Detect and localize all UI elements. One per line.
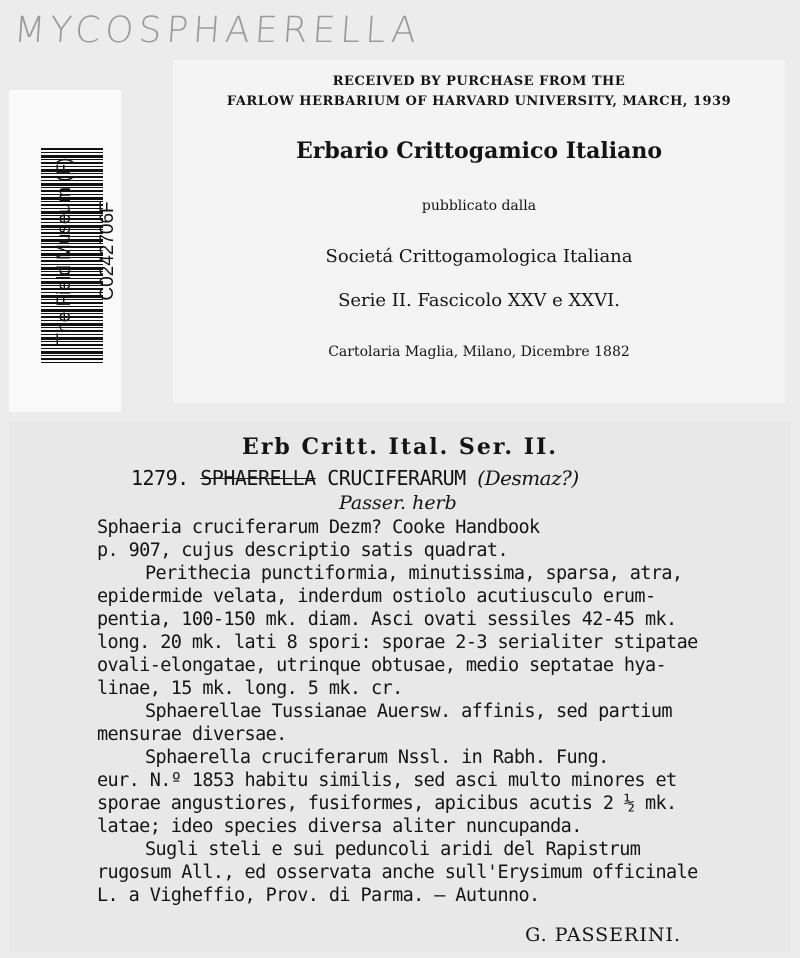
label-heading: Erb Critt. Ital. Ser. II.	[242, 434, 558, 460]
determiner: Passer. herb	[339, 492, 457, 514]
text-line: linae, 15 mk. long. 5 mk. cr.	[97, 678, 403, 699]
text-line: rugosum All., ed osservata anche sull'Erysimum officinale	[97, 862, 698, 883]
series-fascicle: Serie II. Fascicolo XXV e XXVI.	[338, 290, 620, 311]
exsiccata-title: Erbario Crittogamico Italiano	[295, 138, 663, 164]
text-line: long. 20 mk. lati 8 spori: sporae 2-3 serialiter stipatae	[97, 632, 698, 653]
genus-struck: SPHAERELLA	[200, 466, 316, 490]
species-line	[131, 466, 579, 490]
species-author: (Desmaz?)	[477, 466, 579, 490]
handwritten-genus-annotation: MYCOSPHAERELLA	[12, 10, 423, 51]
text-line: ovali-elongatae, utrinque obtusae, medio septatae hya-	[97, 655, 667, 676]
species-epithet: CRUCIFERARUM	[327, 466, 466, 490]
barcode-catalog-number: C0242706F	[97, 201, 118, 301]
purchase-label	[173, 60, 785, 403]
text-line: p. 907, cujus descriptio satis quadrat.	[97, 540, 508, 561]
text-line: pentia, 100-150 mk. diam. Asci ovati sessiles 42-45 mk.	[97, 609, 677, 630]
specimen-number: 1279.	[131, 466, 189, 490]
description-text	[97, 516, 727, 907]
text-line: sporae angustiores, fusiformes, apicibus acutis 2 ½ mk.	[97, 793, 677, 814]
barcode-text	[54, 158, 76, 345]
text-line: latae; ideo species diversa aliter nuncupanda.	[97, 816, 582, 837]
text-line: mensurae diversae.	[97, 724, 287, 745]
barcode-institution: The Field Museum (F)	[54, 157, 75, 345]
text-line: Sugli steli e sui peduncoli aridi del Rapistrum	[145, 839, 641, 860]
printer-info: Cartolaria Maglia, Milano, Dicembre 1882	[328, 344, 630, 360]
text-line: epidermide velata, inderdum ostiolo acutiusculo erum-	[97, 586, 656, 607]
published-by: pubblicato dalla	[421, 198, 537, 214]
received-line-2: FARLOW HERBARIUM OF HARVARD UNIVERSITY, MARCH, 1939	[226, 94, 732, 109]
text-line: Sphaeria cruciferarum Dezm? Cooke Handbook	[97, 517, 540, 538]
received-line-1: RECEIVED BY PURCHASE FROM THE	[332, 74, 626, 89]
society-name: Societá Crittogamologica Italiana	[325, 246, 633, 267]
received-statement	[173, 72, 785, 112]
text-line: Sphaerella cruciferarum Nssl. in Rabh. Fung.	[145, 747, 609, 768]
text-line: Sphaerellae Tussianae Auersw. affinis, sed partium	[145, 701, 672, 722]
text-line: L. a Vigheffio, Prov. di Parma. — Autunno.	[97, 885, 540, 906]
text-line: Perithecia punctiformia, minutissima, sparsa, atra,	[145, 563, 683, 584]
specimen-label	[9, 422, 791, 952]
collector-signature: G. PASSERINI.	[525, 924, 681, 946]
text-line: eur. N.º 1853 habitu similis, sed asci multo minores et	[97, 770, 677, 791]
